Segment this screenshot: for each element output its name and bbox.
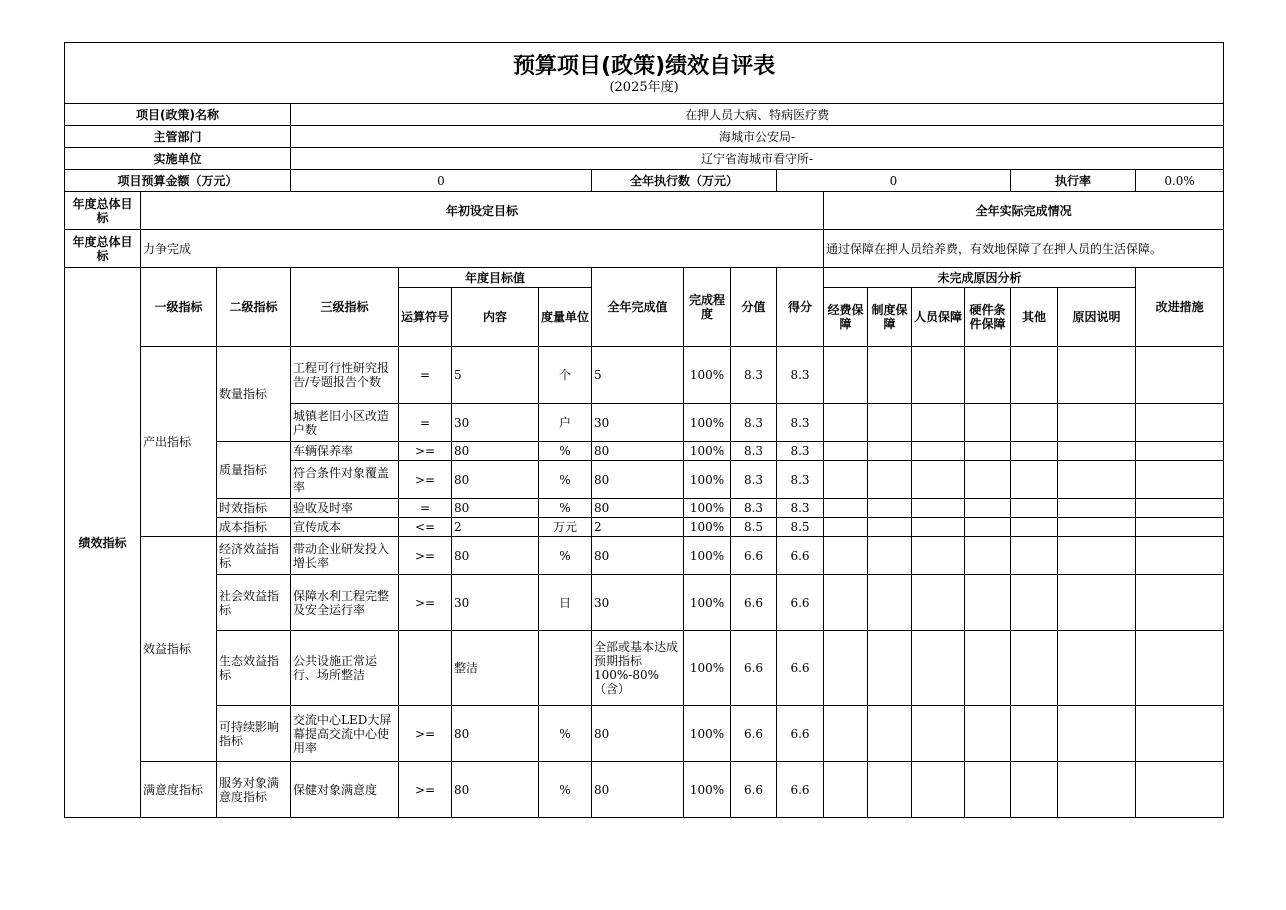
empty-cell [1136,347,1224,404]
goal-label-2: 年度总体目标 [65,230,141,268]
reason-system-header: 制度保障 [868,288,912,347]
score-header: 得分 [777,268,824,347]
level2-ecological: 生态效益指标 [217,631,291,706]
empty-cell [824,518,868,537]
empty-cell [868,762,912,818]
empty-cell [1136,518,1224,537]
empty-cell [965,442,1011,461]
empty-cell [912,499,965,518]
empty-cell [1011,631,1058,706]
level2-quality: 质量指标 [217,442,291,499]
evaluation-sheet [64,42,1222,818]
indicator-unit: 户 [539,404,592,442]
empty-cell [824,442,868,461]
level2-timeliness: 时效指标 [217,499,291,518]
empty-cell [912,762,965,818]
indicator-value: 6.6 [731,537,777,575]
empty-cell [912,518,965,537]
empty-cell [965,706,1011,762]
indicator-op: >= [399,461,452,499]
indicator-content: 2 [452,518,539,537]
indicator-unit: 个 [539,347,592,404]
evaluation-table [64,42,1224,818]
indicator-score: 8.3 [777,347,824,404]
dept-label: 主管部门 [65,126,291,148]
level2-header: 二级指标 [217,268,291,347]
indicator-value: 6.6 [731,631,777,706]
indicator-op: >= [399,706,452,762]
empty-cell [1011,442,1058,461]
indicator-score: 6.6 [777,762,824,818]
perf-label: 绩效指标 [65,268,141,818]
indicator-score: 8.3 [777,499,824,518]
indicator-actual: 80 [592,706,684,762]
indicator-content: 80 [452,537,539,575]
level2-service: 服务对象满意度指标 [217,762,291,818]
indicator-actual: 30 [592,575,684,631]
content-header: 内容 [452,288,539,347]
empty-cell [965,518,1011,537]
empty-cell [1136,404,1224,442]
actual-goal-header: 全年实际完成情况 [824,192,1224,230]
title-cell [65,43,1224,104]
empty-cell [824,347,868,404]
empty-cell [1011,706,1058,762]
empty-cell [868,499,912,518]
rate-label: 执行率 [1011,170,1136,192]
empty-cell [1136,537,1224,575]
empty-cell [824,575,868,631]
indicator-name: 宣传成本 [291,518,399,537]
empty-cell [912,631,965,706]
indicator-unit: 万元 [539,518,592,537]
indicator-actual: 80 [592,537,684,575]
indicator-unit: 日 [539,575,592,631]
empty-cell [1058,575,1136,631]
empty-cell [824,499,868,518]
indicator-name: 保障水利工程完整及安全运行率 [291,575,399,631]
empty-cell [824,762,868,818]
indicator-content: 30 [452,575,539,631]
empty-cell [965,499,1011,518]
indicator-op: >= [399,762,452,818]
level2-sustainable: 可持续影响指标 [217,706,291,762]
empty-cell [1011,347,1058,404]
actual-goal-text: 通过保障在押人员给养费，有效地保障了在押人员的生活保障。 [824,230,1224,268]
indicator-completion: 100% [684,461,731,499]
indicator-name: 交流中心LED大屏幕提高交流中心使用率 [291,706,399,762]
empty-cell [1136,575,1224,631]
empty-cell [912,347,965,404]
level2-cost: 成本指标 [217,518,291,537]
year-actual-header: 全年完成值 [592,268,684,347]
indicator-unit [539,631,592,706]
indicator-op: = [399,347,452,404]
empty-cell [824,461,868,499]
empty-cell [965,537,1011,575]
initial-goal-text: 力争完成 [141,230,824,268]
indicator-content: 80 [452,762,539,818]
indicator-completion: 100% [684,442,731,461]
indicator-op: >= [399,575,452,631]
score-value-header: 分值 [731,268,777,347]
indicator-score: 6.6 [777,706,824,762]
indicator-completion: 100% [684,706,731,762]
completion-header: 完成程度 [684,268,731,347]
empty-cell [965,631,1011,706]
empty-cell [965,347,1011,404]
empty-cell [912,461,965,499]
indicator-unit: % [539,461,592,499]
empty-cell [1136,631,1224,706]
unit-header: 度量单位 [539,288,592,347]
empty-cell [1011,575,1058,631]
empty-cell [1136,442,1224,461]
budget-label: 项目预算金额（万元） [65,170,291,192]
level2-economic: 经济效益指标 [217,537,291,575]
empty-cell [1011,537,1058,575]
indicator-content: 80 [452,499,539,518]
empty-cell [868,537,912,575]
empty-cell [824,631,868,706]
project-name: 在押人员大病、特病医疗费 [291,104,1224,126]
indicator-score: 8.3 [777,442,824,461]
indicator-unit: % [539,706,592,762]
indicator-actual: 2 [592,518,684,537]
empty-cell [1136,461,1224,499]
indicator-completion: 100% [684,575,731,631]
indicator-value: 6.6 [731,575,777,631]
empty-cell [1058,537,1136,575]
empty-cell [1058,404,1136,442]
indicator-completion: 100% [684,762,731,818]
indicator-name: 城镇老旧小区改造户数 [291,404,399,442]
empty-cell [1011,461,1058,499]
indicator-op: = [399,499,452,518]
indicator-op: = [399,404,452,442]
indicator-name: 工程可行性研究报告/专题报告个数 [291,347,399,404]
empty-cell [868,347,912,404]
indicator-op: >= [399,442,452,461]
empty-cell [912,537,965,575]
indicator-value: 8.5 [731,518,777,537]
dept-value: 海城市公安局- [291,126,1224,148]
empty-cell [868,631,912,706]
indicator-op [399,631,452,706]
indicator-unit: % [539,499,592,518]
indicator-completion: 100% [684,499,731,518]
empty-cell [868,404,912,442]
indicator-unit: % [539,442,592,461]
level1-output: 产出指标 [141,347,217,537]
empty-cell [912,575,965,631]
empty-cell [824,706,868,762]
empty-cell [1058,518,1136,537]
indicator-value: 8.3 [731,461,777,499]
reason-hardware-header: 硬件条件保障 [965,288,1011,347]
indicator-actual: 80 [592,442,684,461]
indicator-content: 30 [452,404,539,442]
level1-satisfaction: 满意度指标 [141,762,217,818]
indicator-value: 8.3 [731,499,777,518]
empty-cell [1058,631,1136,706]
empty-cell [868,706,912,762]
empty-cell [912,404,965,442]
empty-cell [912,706,965,762]
annual-target-header: 年度目标值 [399,268,592,288]
indicator-score: 8.3 [777,461,824,499]
empty-cell [965,762,1011,818]
indicator-value: 6.6 [731,762,777,818]
empty-cell [1136,762,1224,818]
unfinished-header: 未完成原因分析 [824,268,1136,288]
empty-cell [1058,499,1136,518]
improve-header: 改进措施 [1136,268,1224,347]
indicator-score: 6.6 [777,631,824,706]
empty-cell [1011,499,1058,518]
indicator-actual: 30 [592,404,684,442]
indicator-score: 6.6 [777,537,824,575]
budget-value: 0 [291,170,592,192]
indicator-actual: 全部或基本达成预期指标100%-80%（含） [592,631,684,706]
indicator-actual: 5 [592,347,684,404]
empty-cell [824,537,868,575]
empty-cell [965,404,1011,442]
indicator-op: >= [399,537,452,575]
indicator-actual: 80 [592,762,684,818]
indicator-score: 8.5 [777,518,824,537]
indicator-name: 带动企业研发投入增长率 [291,537,399,575]
indicator-op: <= [399,518,452,537]
indicator-score: 8.3 [777,404,824,442]
empty-cell [1136,499,1224,518]
level3-header: 三级指标 [291,268,399,347]
reason-funding-header: 经费保障 [824,288,868,347]
operator-header: 运算符号 [399,288,452,347]
indicator-content: 80 [452,461,539,499]
indicator-completion: 100% [684,537,731,575]
level2-social: 社会效益指标 [217,575,291,631]
empty-cell [1058,442,1136,461]
indicator-content: 80 [452,706,539,762]
indicator-score: 6.6 [777,575,824,631]
empty-cell [868,575,912,631]
indicator-completion: 100% [684,631,731,706]
indicator-value: 8.3 [731,347,777,404]
empty-cell [868,518,912,537]
unit-value: 辽宁省海城市看守所- [291,148,1224,170]
indicator-completion: 100% [684,347,731,404]
indicator-name: 验收及时率 [291,499,399,518]
empty-cell [824,404,868,442]
indicator-actual: 80 [592,499,684,518]
reason-staff-header: 人员保障 [912,288,965,347]
empty-cell [1011,762,1058,818]
goal-label-1: 年度总体目标 [65,192,141,230]
indicator-value: 6.6 [731,706,777,762]
empty-cell [1058,762,1136,818]
page-subtitle: (2025年度) [609,80,679,95]
empty-cell [965,575,1011,631]
project-name-label: 项目(政策)名称 [65,104,291,126]
indicator-value: 8.3 [731,404,777,442]
initial-goal-header: 年初设定目标 [141,192,824,230]
indicator-actual: 80 [592,461,684,499]
indicator-name: 公共设施正常运行、场所整洁 [291,631,399,706]
page-title: 预算项目(政策)绩效自评表 [513,54,776,79]
empty-cell [912,442,965,461]
level1-header: 一级指标 [141,268,217,347]
exec-label: 全年执行数（万元） [592,170,777,192]
empty-cell [1058,347,1136,404]
empty-cell [1058,706,1136,762]
reason-other-header: 其他 [1011,288,1058,347]
indicator-name: 车辆保养率 [291,442,399,461]
empty-cell [965,461,1011,499]
indicator-unit: % [539,537,592,575]
empty-cell [868,442,912,461]
rate-value: 0.0% [1136,170,1224,192]
indicator-content: 5 [452,347,539,404]
indicator-completion: 100% [684,404,731,442]
indicator-value: 8.3 [731,442,777,461]
level2-quantity: 数量指标 [217,347,291,442]
unit-label: 实施单位 [65,148,291,170]
reason-desc-header: 原因说明 [1058,288,1136,347]
indicator-content: 整洁 [452,631,539,706]
indicator-name: 符合条件对象覆盖率 [291,461,399,499]
empty-cell [1058,461,1136,499]
empty-cell [1011,518,1058,537]
indicator-name: 保健对象满意度 [291,762,399,818]
indicator-unit: % [539,762,592,818]
level1-benefit: 效益指标 [141,537,217,762]
empty-cell [1136,706,1224,762]
indicator-content: 80 [452,442,539,461]
exec-value: 0 [777,170,1011,192]
empty-cell [868,461,912,499]
empty-cell [1011,404,1058,442]
indicator-completion: 100% [684,518,731,537]
